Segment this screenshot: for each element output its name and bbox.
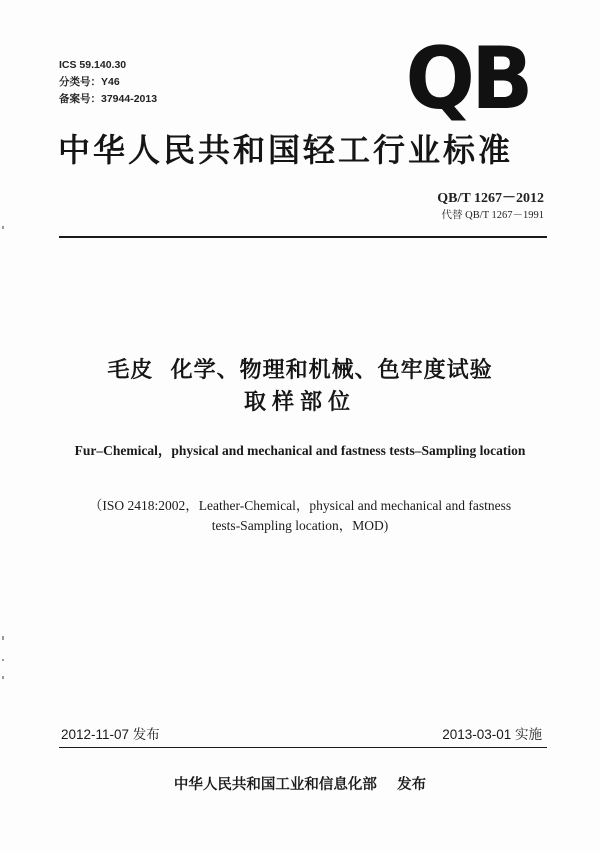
document-title-english: Fur–Chemical，physical and mechanical and fastness tests–Sampling location [74,443,526,458]
scan-speck [2,226,4,229]
header-divider [59,236,547,238]
implementation-date: 2013-03-01 实施 [442,727,542,742]
standard-number-block [437,190,544,223]
standard-number: QB/T 1267－2012 [437,191,544,206]
footer-divider [59,747,547,748]
title-line-1: 毛皮 化学、物理和机械、色牢度试验 [107,358,493,383]
iso-reference-line-1: （ISO 2418:2002，Leather-Chemical，physical and mechanical and fastness [88,498,512,513]
iso-reference-line-2: tests-Sampling location，MOD) [211,518,389,533]
title-line-2: 取样部位 [243,390,356,415]
filing-number: 备案号：37944-2013 [59,93,158,105]
document-title-chinese [0,355,600,419]
publisher-line: 中华人民共和国工业和信息化部 发布 [173,777,427,793]
classification-codes [59,57,157,108]
issue-date: 2012-11-07 发布 [61,727,160,742]
qb-logo: QB [405,29,530,129]
scan-speck [2,636,4,640]
iso-reference [0,496,600,536]
scan-speck [2,659,4,661]
standard-category-title: 中华人民共和国轻工行业标准 [58,131,514,169]
classification-number: 分类号：Y46 [59,76,120,88]
ics-code: ICS 59.140.30 [59,59,127,71]
replaced-standard: 代替 QB/T 1267－1991 [441,210,544,221]
scan-speck [2,676,4,679]
